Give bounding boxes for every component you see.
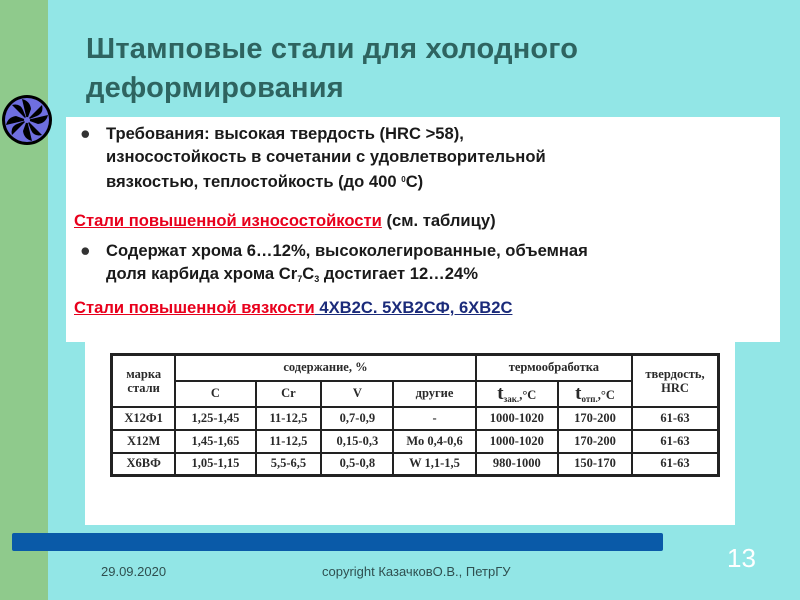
wear-resistance-link[interactable]: Стали повышенной износостойкости (74, 211, 382, 230)
chromium-line-2-text: доля карбида хрома Cr (106, 264, 298, 283)
chromium-line-1: Содержат хрома 6…12%, высоколегированные, объемная (106, 241, 588, 260)
header-cr: Cr (256, 381, 322, 407)
table-cell-other: W 1,1-1,5 (393, 453, 475, 476)
carbon-letter: C (302, 264, 315, 283)
table-cell-mark: Х12М (112, 430, 176, 453)
header-heat-treatment: термообработка (476, 355, 632, 381)
table-cell-v: 0,15-0,3 (321, 430, 393, 453)
table-cell-c: 1,45-1,65 (175, 430, 255, 453)
wear-resistance-line (74, 209, 774, 232)
table-header-row-2 (112, 381, 719, 407)
table-panel (85, 340, 735, 525)
toughness-link[interactable]: Стали повышенной вязкости (74, 298, 315, 317)
page-number: 13 (727, 543, 756, 573)
requirements-line-3-text: вязкостью, теплостойкость (до 400 (106, 172, 402, 191)
see-table-text: (см. таблицу) (381, 211, 496, 230)
table-cell-hrc: 61-63 (632, 407, 718, 430)
table-row (112, 453, 719, 476)
temper-sub: отп. (581, 393, 598, 404)
t-letter: t (575, 382, 582, 404)
header-t-quench (476, 381, 558, 407)
table-cell-hrc: 61-63 (632, 453, 718, 476)
table-cell-mark: Х6ВФ (112, 453, 176, 476)
table-cell-otp: 150-170 (558, 453, 632, 476)
title-line-2: деформирования (86, 72, 344, 104)
subscript-7: 7 (297, 274, 303, 284)
pinwheel-logo-icon (0, 93, 54, 147)
header-other: другие (393, 381, 475, 407)
table-body (112, 407, 719, 476)
table-cell-cr: 11-12,5 (256, 407, 322, 430)
steel-table (110, 353, 720, 477)
table-cell-otp: 170-200 (558, 430, 632, 453)
table-cell-mark: Х12Ф1 (112, 407, 176, 430)
bullet-dot-icon: ● (80, 123, 91, 143)
t-letter: t (497, 382, 504, 404)
table-cell-hrc: 61-63 (632, 430, 718, 453)
requirements-bullet (106, 122, 778, 193)
quench-unit: ,°C (519, 387, 537, 402)
requirements-line-1: Требования: высокая твердость (HRC >58), (106, 124, 464, 143)
header-hardness: твердость, HRC (632, 355, 718, 407)
header-content: содержание, % (175, 355, 475, 381)
table-cell-v: 0,7-0,9 (321, 407, 393, 430)
header-mark: марка стали (112, 355, 176, 407)
requirements-line-2: износостойкость в сочетании с удовлетворительной (106, 147, 546, 166)
table-cell-zak: 980-1000 (476, 453, 558, 476)
table-cell-c: 1,05-1,15 (175, 453, 255, 476)
table-cell-other: Мо 0,4-0,6 (393, 430, 475, 453)
footer-date: 29.09.2020 (101, 564, 167, 579)
table-cell-zak: 1000-1020 (476, 407, 558, 430)
table-cell-zak: 1000-1020 (476, 430, 558, 453)
table-row (112, 407, 719, 430)
requirements-line-3 (106, 168, 778, 193)
table-cell-cr: 5,5-6,5 (256, 453, 322, 476)
toughness-line (74, 296, 774, 319)
chromium-line-2-end: достигает 12…24% (319, 264, 478, 283)
footer-bar (12, 533, 663, 551)
chromium-line-2 (106, 262, 778, 291)
chromium-bullet (106, 239, 778, 291)
table-cell-cr: 11-12,5 (256, 430, 322, 453)
quench-sub: зак. (503, 393, 520, 404)
title-line-1: Штамповые стали для холодного (86, 33, 579, 65)
slide-title (86, 30, 776, 108)
table-cell-otp: 170-200 (558, 407, 632, 430)
left-decor-strip (0, 0, 48, 600)
subscript-3: 3 (314, 274, 320, 284)
table-cell-v: 0,5-0,8 (321, 453, 393, 476)
table-cell-other: - (393, 407, 475, 430)
header-c: C (175, 381, 255, 407)
requirements-line-3-end: С) (405, 172, 424, 191)
table-header-row-1 (112, 355, 719, 381)
temper-unit: ,°C (597, 387, 615, 402)
footer-copyright: copyright КазачковО.В., ПетрГУ (322, 564, 511, 579)
degree-superscript: 0 (401, 175, 406, 184)
bullet-dot-icon: ● (80, 240, 91, 260)
toughness-grades-link[interactable]: 4ХВ2С. 5ХВ2СФ, 6ХВ2С (314, 298, 513, 317)
header-t-temper (558, 381, 632, 407)
table-cell-c: 1,25-1,45 (175, 407, 255, 430)
table-row (112, 430, 719, 453)
header-v: V (321, 381, 393, 407)
content-panel (66, 117, 780, 342)
